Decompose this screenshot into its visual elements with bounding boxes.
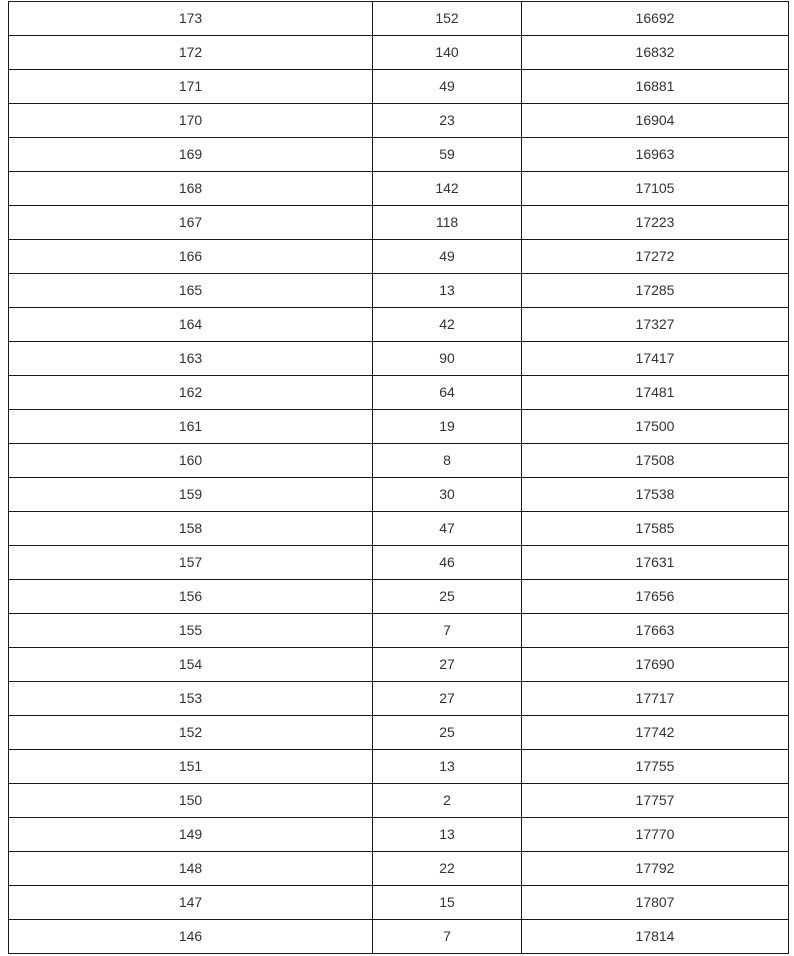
- table-row: [9, 682, 789, 716]
- cumulative-cell: 17105: [522, 172, 789, 206]
- cumulative-cell: 17690: [522, 648, 789, 682]
- count-cell: 142: [373, 172, 522, 206]
- table-row: [9, 138, 789, 172]
- score-cell: 166: [9, 240, 373, 274]
- table-row: [9, 784, 789, 818]
- score-cell: 147: [9, 886, 373, 920]
- table-row: [9, 274, 789, 308]
- table-row: [9, 886, 789, 920]
- table-row: [9, 478, 789, 512]
- count-cell: 46: [373, 546, 522, 580]
- score-cell: 172: [9, 36, 373, 70]
- count-cell: 64: [373, 376, 522, 410]
- cumulative-cell: 17631: [522, 546, 789, 580]
- cumulative-cell: 17792: [522, 852, 789, 886]
- score-cell: 165: [9, 274, 373, 308]
- score-cell: 167: [9, 206, 373, 240]
- count-cell: 42: [373, 308, 522, 342]
- score-cell: 171: [9, 70, 373, 104]
- count-cell: 23: [373, 104, 522, 138]
- score-cell: 159: [9, 478, 373, 512]
- count-cell: 30: [373, 478, 522, 512]
- table-row: [9, 206, 789, 240]
- count-cell: 13: [373, 274, 522, 308]
- cumulative-cell: 17508: [522, 444, 789, 478]
- count-cell: 49: [373, 240, 522, 274]
- cumulative-cell: 17272: [522, 240, 789, 274]
- score-cell: 149: [9, 818, 373, 852]
- cumulative-cell: 17814: [522, 920, 789, 954]
- cumulative-cell: 17755: [522, 750, 789, 784]
- table-row: [9, 172, 789, 206]
- cumulative-cell: 17717: [522, 682, 789, 716]
- count-cell: 25: [373, 580, 522, 614]
- count-cell: 22: [373, 852, 522, 886]
- table-row: [9, 444, 789, 478]
- score-cell: 169: [9, 138, 373, 172]
- table-row: [9, 410, 789, 444]
- count-cell: 140: [373, 36, 522, 70]
- cumulative-cell: 17585: [522, 512, 789, 546]
- table-row: [9, 376, 789, 410]
- score-cell: 157: [9, 546, 373, 580]
- count-cell: 19: [373, 410, 522, 444]
- score-cell: 168: [9, 172, 373, 206]
- count-cell: 27: [373, 682, 522, 716]
- count-cell: 118: [373, 206, 522, 240]
- table-row: [9, 716, 789, 750]
- table-row: [9, 240, 789, 274]
- table-row: [9, 308, 789, 342]
- count-cell: 47: [373, 512, 522, 546]
- score-table-body: [9, 2, 789, 954]
- count-cell: 2: [373, 784, 522, 818]
- cumulative-cell: 17770: [522, 818, 789, 852]
- table-row: [9, 614, 789, 648]
- score-table: [8, 1, 789, 954]
- score-cell: 154: [9, 648, 373, 682]
- count-cell: 59: [373, 138, 522, 172]
- cumulative-cell: 16692: [522, 2, 789, 36]
- score-cell: 158: [9, 512, 373, 546]
- count-cell: 13: [373, 750, 522, 784]
- count-cell: 27: [373, 648, 522, 682]
- score-cell: 164: [9, 308, 373, 342]
- score-cell: 156: [9, 580, 373, 614]
- cumulative-cell: 16963: [522, 138, 789, 172]
- score-cell: 150: [9, 784, 373, 818]
- cumulative-cell: 16832: [522, 36, 789, 70]
- count-cell: 152: [373, 2, 522, 36]
- cumulative-cell: 17538: [522, 478, 789, 512]
- score-cell: 163: [9, 342, 373, 376]
- table-row: [9, 2, 789, 36]
- count-cell: 49: [373, 70, 522, 104]
- cumulative-cell: 17757: [522, 784, 789, 818]
- cumulative-cell: 17807: [522, 886, 789, 920]
- cumulative-cell: 17327: [522, 308, 789, 342]
- table-row: [9, 36, 789, 70]
- cumulative-cell: 17500: [522, 410, 789, 444]
- count-cell: 7: [373, 920, 522, 954]
- score-cell: 160: [9, 444, 373, 478]
- cumulative-cell: 16881: [522, 70, 789, 104]
- cumulative-cell: 17663: [522, 614, 789, 648]
- cumulative-cell: 17285: [522, 274, 789, 308]
- score-cell: 146: [9, 920, 373, 954]
- cumulative-cell: 17481: [522, 376, 789, 410]
- table-row: [9, 920, 789, 954]
- score-cell: 170: [9, 104, 373, 138]
- cumulative-cell: 17742: [522, 716, 789, 750]
- table-row: [9, 546, 789, 580]
- count-cell: 15: [373, 886, 522, 920]
- table-row: [9, 818, 789, 852]
- score-cell: 153: [9, 682, 373, 716]
- score-cell: 155: [9, 614, 373, 648]
- table-row: [9, 70, 789, 104]
- table-row: [9, 580, 789, 614]
- count-cell: 7: [373, 614, 522, 648]
- table-row: [9, 648, 789, 682]
- table-row: [9, 750, 789, 784]
- cumulative-cell: 17417: [522, 342, 789, 376]
- table-row: [9, 512, 789, 546]
- table-row: [9, 104, 789, 138]
- count-cell: 13: [373, 818, 522, 852]
- count-cell: 90: [373, 342, 522, 376]
- count-cell: 25: [373, 716, 522, 750]
- score-cell: 173: [9, 2, 373, 36]
- score-cell: 148: [9, 852, 373, 886]
- score-cell: 161: [9, 410, 373, 444]
- score-cell: 162: [9, 376, 373, 410]
- score-cell: 151: [9, 750, 373, 784]
- cumulative-cell: 16904: [522, 104, 789, 138]
- table-row: [9, 342, 789, 376]
- cumulative-cell: 17223: [522, 206, 789, 240]
- table-row: [9, 852, 789, 886]
- cumulative-cell: 17656: [522, 580, 789, 614]
- count-cell: 8: [373, 444, 522, 478]
- score-cell: 152: [9, 716, 373, 750]
